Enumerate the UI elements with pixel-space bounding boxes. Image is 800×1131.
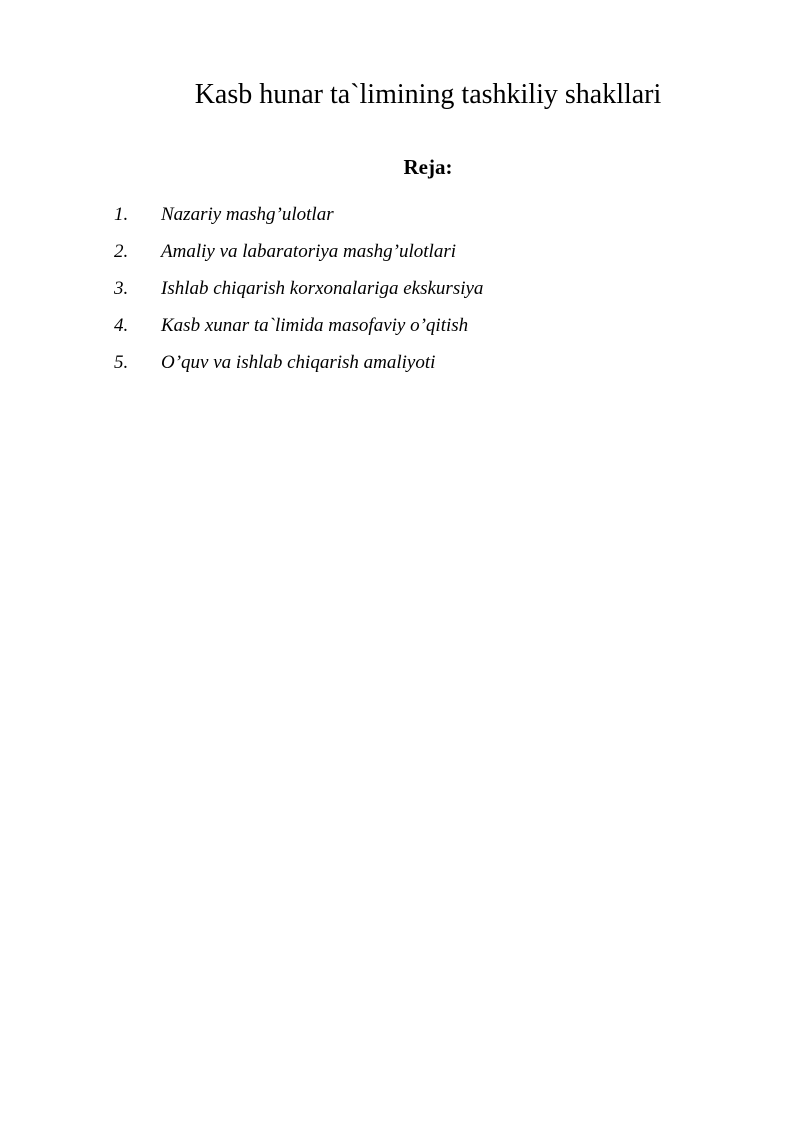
plan-item-text: Ishlab chiqarish korxonalariga ekskursiya (161, 278, 484, 299)
plan-item-1 (114, 203, 483, 240)
plan-item-text: Kasb xunar ta`limida masofaviy o’qitish (161, 315, 469, 336)
plan-item-3 (114, 277, 483, 314)
plan-list (114, 203, 483, 388)
plan-item-number: 4. (114, 315, 129, 336)
plan-item-4 (114, 314, 483, 351)
plan-item-number: 3. (114, 278, 129, 299)
plan-item-2 (114, 240, 483, 277)
plan-item-number: 2. (114, 241, 129, 262)
plan-item-text: Nazariy mashg’ulotlar (161, 204, 334, 225)
plan-item-number: 1. (114, 204, 129, 225)
plan-item-text: Amaliy va labaratoriya mashg’ulotlari (161, 241, 457, 262)
plan-item-number: 5. (114, 352, 129, 373)
plan-heading: Reja: (403, 155, 453, 179)
document-title: Kasb hunar ta`limining tashkiliy shakllari (194, 79, 662, 110)
plan-item-text: O’quv va ishlab chiqarish amaliyoti (161, 352, 436, 373)
plan-item-5 (114, 351, 483, 388)
